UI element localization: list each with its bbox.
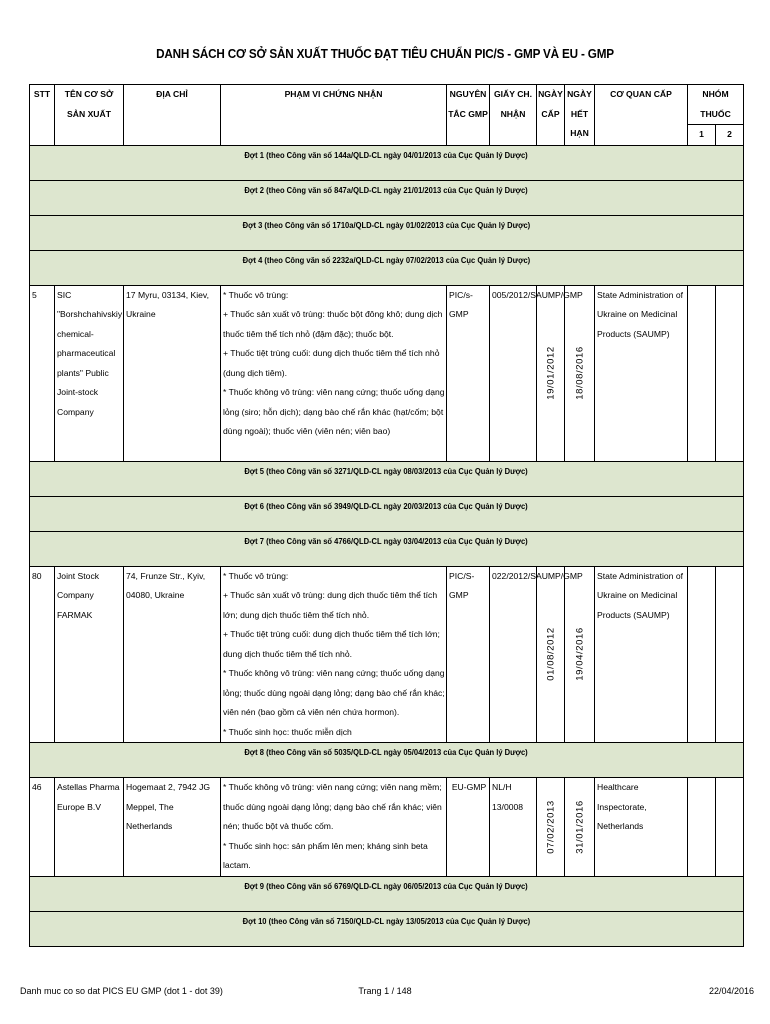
col-phamvi: PHẠM VI CHỨNG NHẬN	[221, 85, 447, 146]
header-row	[30, 85, 744, 125]
batch-row: Đợt 10 (theo Công văn số 7150/QLD-CL ngày 13/05/2013 của Cục Quản lý Dược)	[30, 911, 744, 946]
col-nguyentac: NGUYÊN TẮC GMP	[447, 85, 490, 146]
batch-row: Đợt 2 (theo Công văn số 847a/QLD-CL ngày 21/01/2013 của Cục Quản lý Dược)	[30, 180, 744, 215]
col-coquancap: CƠ QUAN CẤP	[595, 85, 688, 146]
batch-row: Đợt 8 (theo Công văn số 5035/QLD-CL ngày 05/04/2013 của Cục Quản lý Dược)	[30, 743, 744, 778]
scope-cell: * Thuốc vô trùng: + Thuốc sản xuất vô trùng: thuốc bột đông khô; dung dịch thuốc tiêm thể tích nhỏ (đậm đặc); thuốc bột. + Thuốc tiệt trùng cuối: dung dịch thuốc tiêm thể tích nhỏ (dung dịch tiêm). * Thuốc không vô trùng: viên nang cứng; thuốc uống dạng lỏng (siro; hỗn dịch); dạng bào chế rắn khác (hạt/cốm; bột dùng ngoài); thuốc viên (viên nén; viên bao)	[221, 285, 447, 461]
col-nhom-1: 1	[688, 125, 716, 146]
scope-cell: * Thuốc không vô trùng: viên nang cứng; viên nang mềm; thuốc dùng ngoài dạng lỏng; dạng bào chế rắn khác; viên nén; thuốc bột và thuốc cốm. * Thuốc sinh học: sản phẩm lên men; kháng sinh beta lactam.	[221, 778, 447, 877]
batch-row: Đợt 1 (theo Công văn số 144a/QLD-CL ngày 04/01/2013 của Cục Quản lý Dược)	[30, 145, 744, 180]
col-ngaycap: NGÀY CẤP	[537, 85, 565, 146]
col-ngayhethan: NGÀY HẾT HẠN	[565, 85, 595, 146]
col-nhom-2: 2	[716, 125, 744, 146]
batch-row: Đợt 3 (theo Công văn số 1710a/QLD-CL ngày 01/02/2013 của Cục Quản lý Dược)	[30, 215, 744, 250]
col-stt: STT	[30, 85, 55, 146]
footer-left: Danh muc co so dat PICS EU GMP (dot 1 - dot 39)	[20, 986, 223, 996]
col-ten: TÊN CƠ SỞ SẢN XUẤT	[55, 85, 124, 146]
col-nhomthuoc: NHÓM THUỐC	[688, 85, 744, 125]
table-row: 46 Astellas Pharma Europe B.V Hogemaat 2, 7942 JG Meppel, The Netherlands * Thuốc không vô trùng: viên nang cứng; viên nang mềm; thuốc dùng ngoài dạng lỏng; dạng bào chế rắn khác; viên nén; thuốc bột và thuốc cốm. * Thuốc sinh học: sản phẩm lên men; kháng sinh beta lactam. EU-GMP NL/H 13/0008 07/02/2013 31/01/2016 Healthcare Inspectorate, Netherlands	[30, 778, 744, 877]
table-row: 80 Joint Stock Company FARMAK 74, Frunze Str., Kyiv, 04080, Ukraine * Thuốc vô trùng: + Thuốc sản xuất vô trùng: dung dịch thuốc tiêm thể tích lớn; dung dịch thuốc tiêm thể tích nhỏ. + Thuốc tiệt trùng cuối: dung dịch thuốc tiêm thể tích lớn; dung dịch thuốc tiêm thể tích nhỏ. * Thuốc không vô trùng: viên nang cứng; thuốc uống dạng lỏng; thuốc dùng ngoài dạng lỏng; dạng bào chế rắn khác; viên nén (bao gồm cả viên nén chứa hormon). * Thuốc sinh học: thuốc miễn dịch PIC/S-GMP 022/2012/SAUMP/GMP 01/08/2012 19/04/2016 State Administration of Ukraine on Medicinal Products (SAUMP)	[30, 566, 744, 743]
batch-row: Đợt 9 (theo Công văn số 6769/QLD-CL ngày 06/05/2013 của Cục Quản lý Dược)	[30, 876, 744, 911]
batch-row: Đợt 5 (theo Công văn số 3271/QLD-CL ngày 08/03/2013 của Cục Quản lý Dược)	[30, 461, 744, 496]
batch-row: Đợt 4 (theo Công văn số 2232a/QLD-CL ngày 07/02/2013 của Cục Quản lý Dược)	[30, 250, 744, 285]
scope-cell: * Thuốc vô trùng: + Thuốc sản xuất vô trùng: dung dịch thuốc tiêm thể tích lớn; dung dịch thuốc tiêm thể tích nhỏ. + Thuốc tiệt trùng cuối: dung dịch thuốc tiêm thể tích lớn; dung dịch thuốc tiêm thể tích nhỏ. * Thuốc không vô trùng: viên nang cứng; thuốc uống dạng lỏng; thuốc dùng ngoài dạng lỏng; dạng bào chế rắn khác; viên nén (bao gồm cả viên nén chứa hormon). * Thuốc sinh học: thuốc miễn dịch	[221, 566, 447, 743]
footer-date: 22/04/2016	[708, 986, 754, 996]
table-row: 5 SIC "Borshchahivskiy chemical-pharmaceutical plants" Public Joint-stock Company 17 Myru, 03134, Kiev, Ukraine * Thuốc vô trùng: + Thuốc sản xuất vô trùng: thuốc bột đông khô; dung dịch thuốc tiêm thể tích nhỏ (đậm đặc); thuốc bột. + Thuốc tiệt trùng cuối: dung dịch thuốc tiêm thể tích nhỏ (dung dịch tiêm). * Thuốc không vô trùng: viên nang cứng; thuốc uống dạng lỏng (siro; hỗn dịch); dạng bào chế rắn khác (hạt/cốm; bột dùng ngoài); thuốc viên (viên nén; viên bao) PIC/s-GMP 005/2012/SAUMP/GMP 19/01/2012 18/08/2016 State Administration of Ukraine on Medicinal Products (SAUMP)	[30, 285, 744, 461]
batch-row: Đợt 7 (theo Công văn số 4766/QLD-CL ngày 03/04/2013 của Cục Quản lý Dược)	[30, 531, 744, 566]
batch-row: Đợt 6 (theo Công văn số 3949/QLD-CL ngày 20/03/2013 của Cục Quản lý Dược)	[30, 496, 744, 531]
footer-page: Trang 1 / 148	[358, 986, 412, 996]
col-giaycn: GIẤY CH. NHẬN	[490, 85, 537, 146]
gmp-table	[29, 84, 744, 947]
col-diachi: ĐỊA CHỈ	[124, 85, 221, 146]
page-title: DANH SÁCH CƠ SỞ SẢN XUẤT THUỐC ĐẠT TIÊU CHUẨN PIC/S - GMP VÀ EU - GMP	[156, 46, 614, 61]
